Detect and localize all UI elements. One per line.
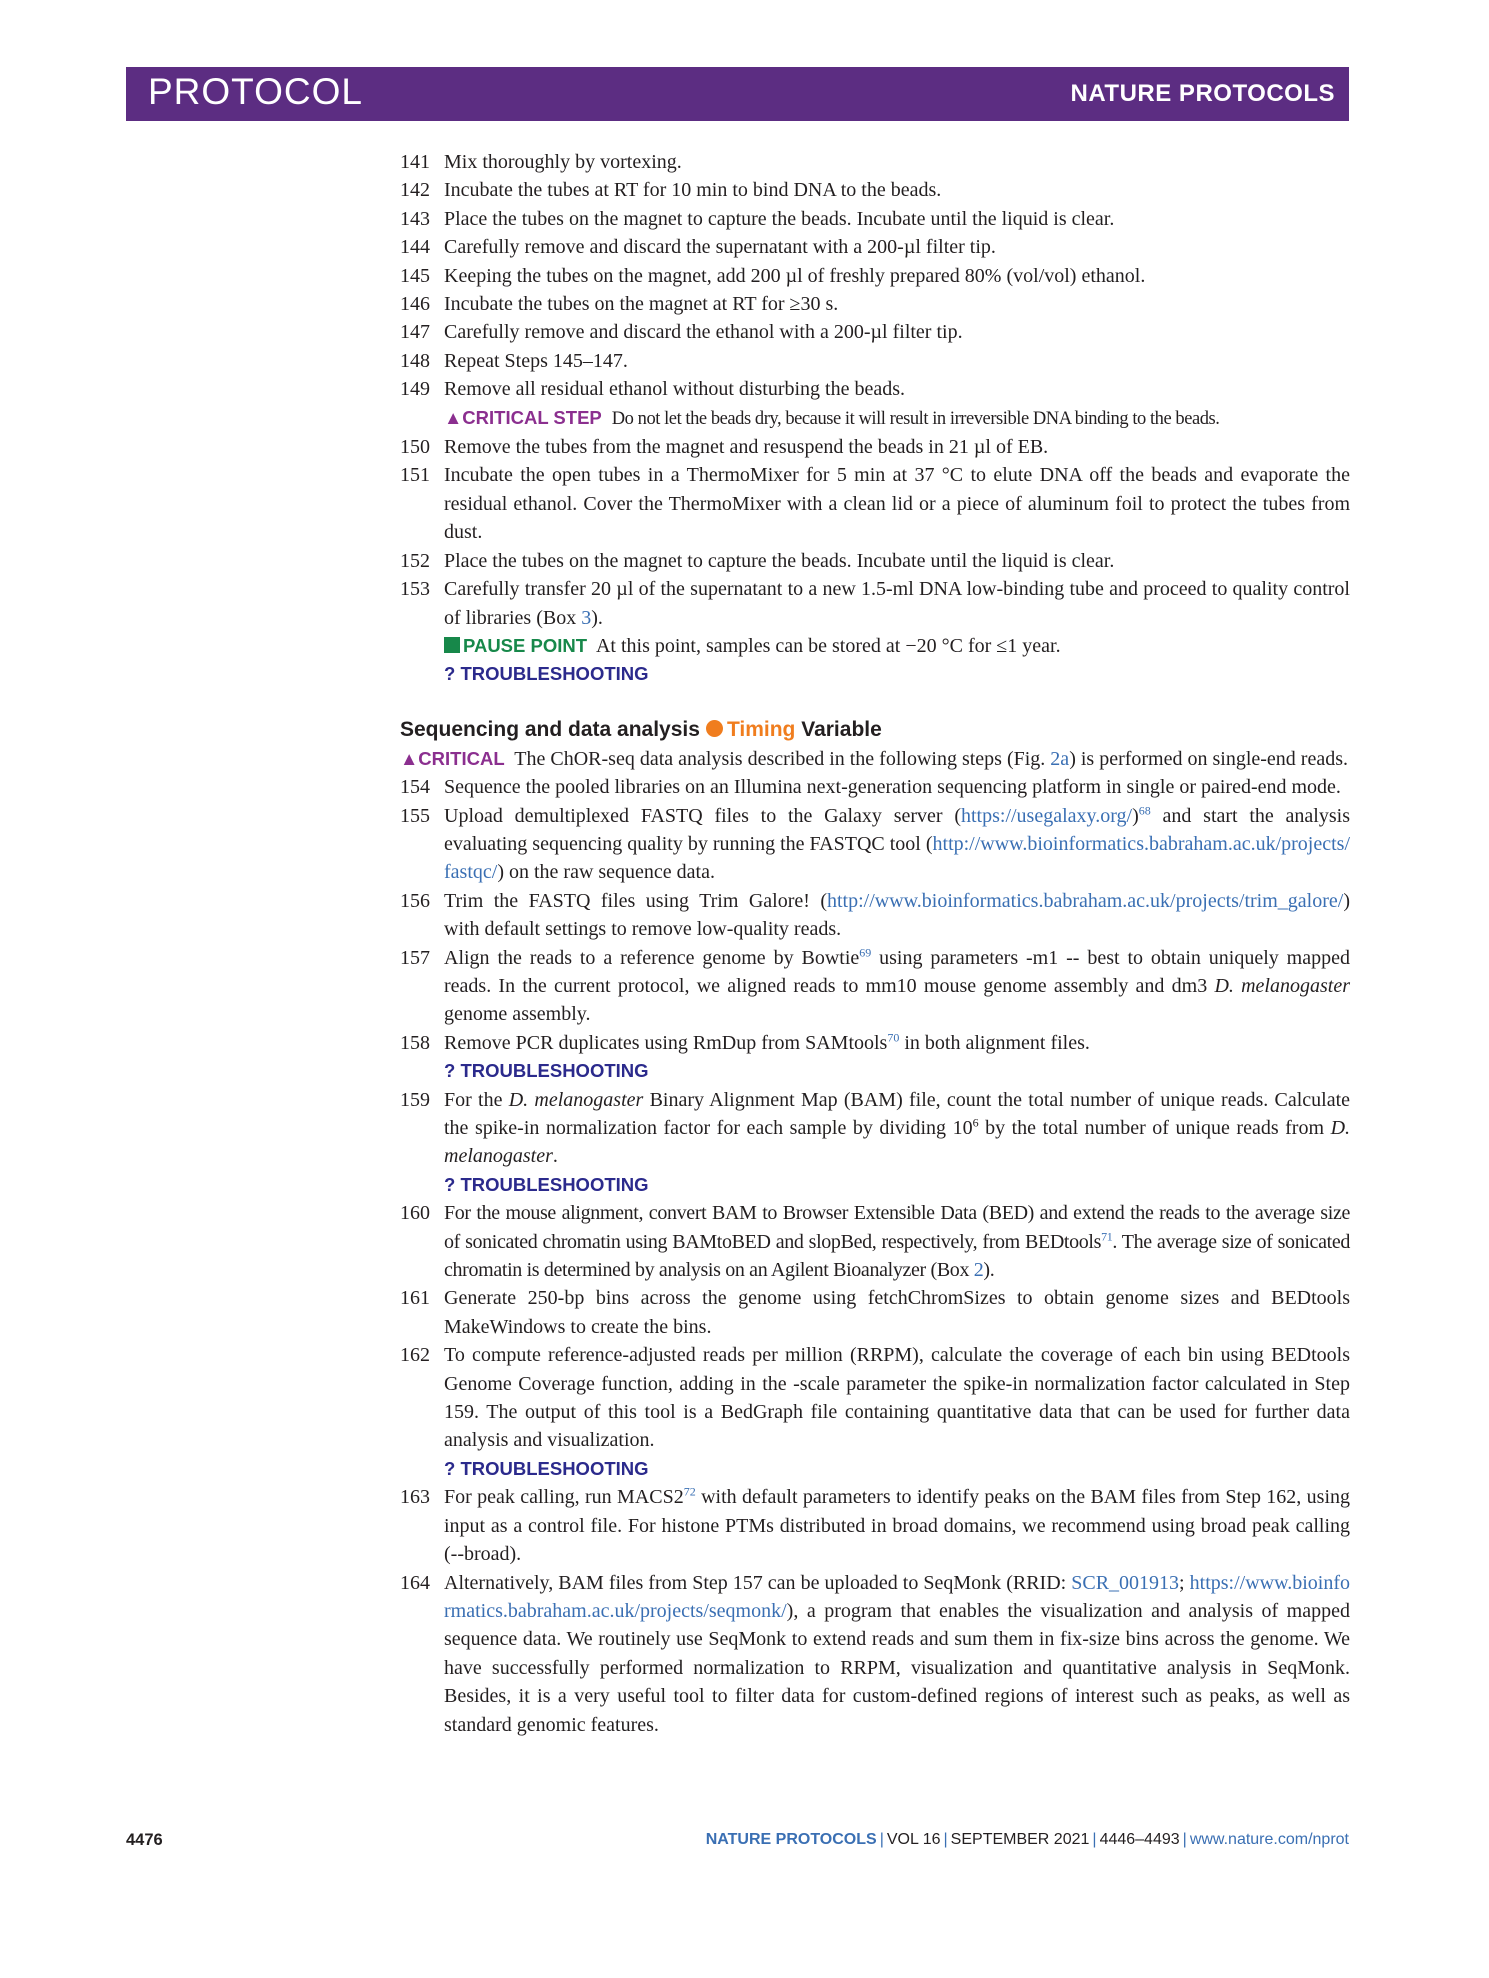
critical-step-label: ▲CRITICAL STEP: [444, 406, 602, 428]
article-type: PROTOCOL: [148, 71, 363, 112]
species-name: D. melanogaster: [508, 1088, 644, 1111]
step: [400, 547, 1350, 575]
step-number: 162: [400, 1344, 430, 1367]
fastqc-link[interactable]: http://www.bioinformatics.babraham.ac.uk/projects/fastqc/: [444, 832, 1350, 884]
pause-point-text: At this point, samples can be stored at −20 °C for ≤1 year.: [595, 634, 1061, 657]
footer-citation: [706, 1831, 1349, 1849]
footer-separator: |: [943, 1831, 948, 1848]
step-text: ).: [591, 606, 603, 629]
step-text: genome assembly.: [444, 1003, 591, 1026]
step-number: 155: [400, 804, 430, 827]
figure-link[interactable]: 2a: [1050, 747, 1070, 770]
step-text: with default parameters to identify peaks on the BAM files from Step 162, using input as a control file. For histone PTMs distributed in broad domains, we recommend using broad peak calling (--broad).: [444, 1486, 1350, 1566]
troubleshooting-link[interactable]: ? TROUBLESHOOTING: [444, 1060, 649, 1082]
step: [400, 433, 1350, 461]
critical-text: The ChOR-seq data analysis described in the following steps (Fig.: [514, 747, 1051, 770]
step-number: 149: [400, 378, 430, 401]
step-number: 164: [400, 1571, 430, 1594]
step-number: 143: [400, 207, 430, 230]
step-text: . The average size of sonicated chromatin is determined by analysis on an Agilent Bioanalyzer (Box: [444, 1230, 1350, 1282]
critical-step-text: Do not let the beads dry, because it will result in irreversible DNA binding to the beads.: [611, 408, 1220, 429]
rrid-link[interactable]: SCR_001913: [1071, 1571, 1180, 1594]
step-text: ).: [983, 1259, 995, 1282]
step-number: 154: [400, 776, 430, 799]
step-157: [400, 944, 1350, 1029]
species-name: D. melanogaster: [1214, 974, 1350, 997]
step-number: 145: [400, 264, 430, 287]
steps-group-a: [400, 148, 1350, 404]
page-number: 4476: [126, 1831, 163, 1849]
timing-value: Variable: [801, 717, 882, 741]
step-number: 147: [400, 321, 430, 344]
step-text: For the: [444, 1088, 509, 1111]
section-critical-note: [400, 745, 1350, 773]
timing-label: Timing: [726, 717, 796, 741]
reference-link[interactable]: 69: [859, 944, 872, 959]
step-text: Generate 250-bp bins across the genome using fetchChromSizes to obtain genome sizes and BEDtools MakeWindows to create the bins.: [444, 1287, 1350, 1338]
step-163: [400, 1483, 1350, 1568]
troubleshooting-link[interactable]: ? TROUBLESHOOTING: [444, 1457, 649, 1479]
reference-link[interactable]: 68: [1138, 802, 1151, 817]
footer-separator: |: [1092, 1831, 1097, 1848]
step-164: [400, 1569, 1350, 1739]
timing-dot-icon: [706, 720, 723, 737]
critical-label: ▲CRITICAL: [400, 747, 505, 769]
reference-link[interactable]: 72: [683, 1484, 696, 1499]
pause-point-label: PAUSE POINT: [463, 634, 588, 656]
step: [400, 148, 1350, 176]
step: [400, 347, 1350, 375]
step-153: [400, 575, 1350, 632]
step-number: 156: [400, 889, 430, 912]
step-number: 160: [400, 1202, 430, 1225]
steps-group-b: [400, 433, 1350, 575]
footer-separator: |: [1182, 1831, 1187, 1848]
reference-link[interactable]: 70: [887, 1030, 900, 1045]
box-link[interactable]: 3: [581, 606, 592, 629]
step-text: For peak calling, run MACS2: [444, 1486, 684, 1509]
step-text: in both alignment files.: [899, 1031, 1090, 1054]
section-title: Sequencing and data analysis: [400, 717, 700, 741]
step-161: [400, 1284, 1350, 1341]
step: [400, 375, 1350, 403]
step-number: 152: [400, 549, 430, 572]
step-text: Remove all residual ethanol without disturbing the beads.: [444, 378, 906, 401]
step: [400, 262, 1350, 290]
step-number: 150: [400, 436, 430, 459]
step-number: 141: [400, 151, 430, 173]
step-162: [400, 1341, 1350, 1455]
step-154: [400, 773, 1350, 801]
step-text: Sequence the pooled libraries on an Illumina next-generation sequencing platform in single or paired-end mode.: [444, 776, 1341, 799]
step-number: 157: [400, 946, 430, 969]
header-banner: [126, 67, 1349, 121]
step-160: [400, 1199, 1350, 1284]
box-link[interactable]: 2: [973, 1259, 984, 1282]
step: [400, 233, 1350, 261]
step-text: Remove PCR duplicates using RmDup from SAMtools: [444, 1031, 888, 1054]
step-number: 148: [400, 349, 430, 372]
footer-separator: |: [879, 1831, 884, 1848]
step-number: 146: [400, 293, 430, 316]
step: [400, 318, 1350, 346]
step: [400, 290, 1350, 318]
step-text: Remove the tubes from the magnet and resuspend the beads in 21 µl of EB.: [444, 436, 1049, 459]
step-text: Place the tubes on the magnet to capture the beads. Incubate until the liquid is clear.: [444, 549, 1115, 572]
step-text: Keeping the tubes on the magnet, add 200 µl of freshly prepared 80% (vol/vol) ethanol.: [444, 264, 1146, 287]
step: [400, 176, 1350, 204]
step-text: Upload demultiplexed FASTQ files to the Galaxy server (: [444, 804, 961, 827]
reference-link[interactable]: 71: [1101, 1228, 1113, 1243]
step-text: by the total number of unique reads from: [978, 1117, 1331, 1139]
step-text: To compute reference-adjusted reads per million (RRPM), calculate the coverage of each bin using BEDtools Genome Coverage function, adding in the -scale parameter the spike-in normalization factor calculated in Step 159. The output of this tool is a BedGraph file containing quantitative data that can be used for further data analysis and visualization.: [444, 1344, 1350, 1452]
trim-galore-link[interactable]: http://www.bioinformatics.babraham.ac.uk/projects/trim_galore/: [826, 889, 1344, 912]
section-heading: [400, 715, 1350, 745]
troubleshooting-link[interactable]: ? TROUBLESHOOTING: [444, 663, 649, 685]
pause-point-note: [400, 632, 1350, 660]
step-text: Mix thoroughly by vortexing.: [444, 151, 682, 173]
step-158: [400, 1029, 1350, 1057]
step-155: [400, 802, 1350, 887]
footer-pages: 4446–4493: [1099, 1831, 1180, 1848]
step-text: Alternatively, BAM files from Step 157 can be uploaded to SeqMonk (RRID:: [444, 1571, 1072, 1594]
step-text: For the mouse alignment, convert BAM to Browser Extensible Data (BED) and extend the reads to the average size of sonicated chromatin using BAMtoBED and slopBed, respectively, from BEDtools: [444, 1202, 1350, 1253]
footer-volume: VOL 16: [886, 1831, 941, 1848]
seqmonk-link[interactable]: https://www.bioinformatics.babraham.ac.uk/projects/seqmonk/: [444, 1571, 1351, 1622]
step-number: 142: [400, 179, 430, 202]
critical-step-note: [400, 404, 1350, 433]
step-text: Repeat Steps 145–147.: [444, 349, 628, 372]
step-text: ), a program that enables the visualization and analysis of mapped sequence data. We routinely use SeqMonk to extend reads and sum them in fix-size bins across the genome. We have successfully performed normalization to RRPM, visualization and quantitative analysis in SeqMonk. Besides, it is a very useful tool to filter data for custom-defined regions of interest such as peaks, as well as standard genomic features.: [444, 1599, 1350, 1736]
step-text: Carefully transfer 20 µl of the supernatant to a new 1.5-ml DNA low-binding tube and proceed to quality control of libraries (Box: [444, 578, 1350, 629]
step-number: 159: [400, 1088, 430, 1111]
step-number: 158: [400, 1031, 430, 1054]
step-text: Incubate the tubes at RT for 10 min to bind DNA to the beads.: [444, 179, 942, 202]
step: [400, 461, 1350, 546]
step-text: .: [552, 1145, 558, 1168]
step-text: ) on the raw sequence data.: [497, 861, 715, 884]
footer-date: SEPTEMBER 2021: [950, 1831, 1090, 1848]
step-text: Trim the FASTQ files using Trim Galore! (: [444, 889, 827, 912]
step-text: Place the tubes on the magnet to capture the beads. Incubate until the liquid is clear.: [444, 207, 1115, 230]
step-text: ): [1132, 804, 1139, 827]
step: [400, 205, 1350, 233]
step-text: Carefully remove and discard the ethanol with a 200-µl filter tip.: [444, 321, 963, 344]
step-156: [400, 887, 1350, 944]
galaxy-link[interactable]: https://usegalaxy.org/: [960, 804, 1133, 827]
step-number: 144: [400, 236, 430, 259]
step-number: 163: [400, 1486, 430, 1509]
step-text: and start the analysis evaluating sequencing quality by running the FASTQC tool (: [444, 804, 1350, 855]
critical-text: ) is performed on single-end reads.: [1069, 747, 1348, 770]
step-number: 153: [400, 578, 430, 601]
footer-journal: NATURE PROTOCOLS: [705, 1831, 877, 1848]
footer-url-link[interactable]: www.nature.com/nprot: [1189, 1831, 1349, 1848]
troubleshooting-link[interactable]: ? TROUBLESHOOTING: [444, 1173, 649, 1195]
step-text: ) with default settings to remove low-quality reads.: [444, 889, 1350, 941]
exponent: 6: [972, 1115, 979, 1130]
pause-square-icon: [444, 637, 460, 653]
step-text: Carefully remove and discard the supernatant with a 200-µl filter tip.: [444, 236, 996, 259]
step-text: Align the reads to a reference genome by Bowtie: [444, 946, 860, 969]
step-text: Incubate the open tubes in a ThermoMixer for 5 min at 37 °C to elute DNA off the beads and evaporate the residual ethanol. Cover the ThermoMixer with a clean lid or a piece of aluminum foil to protect the tubes from dust.: [444, 464, 1350, 544]
step-text: ;: [1179, 1571, 1190, 1594]
page-content: [400, 148, 1350, 1739]
step-text: Binary Alignment Map (BAM) file, count the total number of unique reads. Calculate the spike-in normalization factor for each sample by dividing 10: [444, 1088, 1351, 1139]
step-text: Incubate the tubes on the magnet at RT for ≥30 s.: [444, 293, 839, 316]
step-number: 151: [400, 464, 430, 487]
species-name: D. melanogaster: [444, 1117, 1351, 1168]
step-text: using parameters -m1 -- best to obtain uniquely mapped reads. In the current protocol, we aligned reads to mm10 mouse genome assembly and dm3: [444, 946, 1350, 997]
step-number: 161: [400, 1287, 430, 1310]
journal-name: NATURE PROTOCOLS: [1070, 80, 1335, 107]
step-159: [400, 1086, 1350, 1171]
